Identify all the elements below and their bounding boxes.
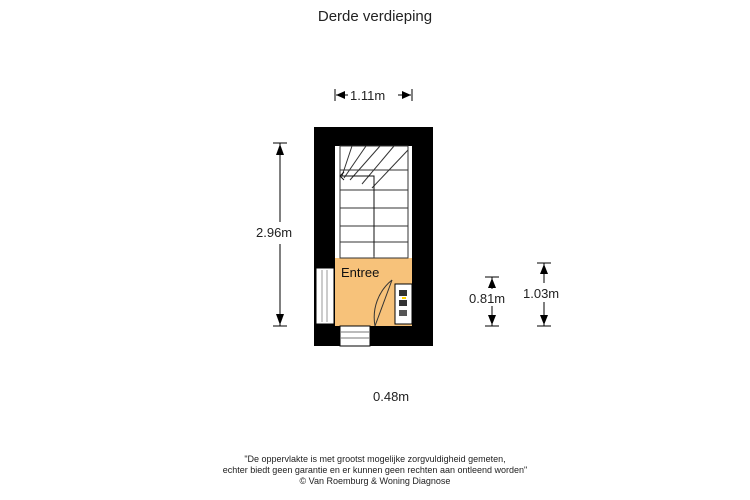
meter-cupboard [395,284,412,324]
entry-steps [340,326,370,346]
dimension-label-height-right-b: 1.03m [523,286,560,301]
disclaimer-line-2: echter biedt geen garantie en er kunnen geen rechten aan ontleend worden" [222,465,528,475]
room-label-entree: Entree [341,265,380,280]
dimension-label-height-right-a: 0.81m [469,291,506,306]
floor-title: Derde verdieping [317,8,433,25]
dimension-label-height-left: 2.96m [256,225,293,240]
dimension-label-bottom: 0.48m [373,389,410,404]
window-left [316,268,334,324]
disclaimer-line-1: "De oppervlakte is met grootst mogelijke zorgvuldigheid gemeten, [244,454,506,464]
copyright-line: © Van Roemburg & Woning Diagnose [299,476,451,486]
dimension-label-width-top: 1.11m [350,88,386,103]
disclaimer [0,454,750,487]
